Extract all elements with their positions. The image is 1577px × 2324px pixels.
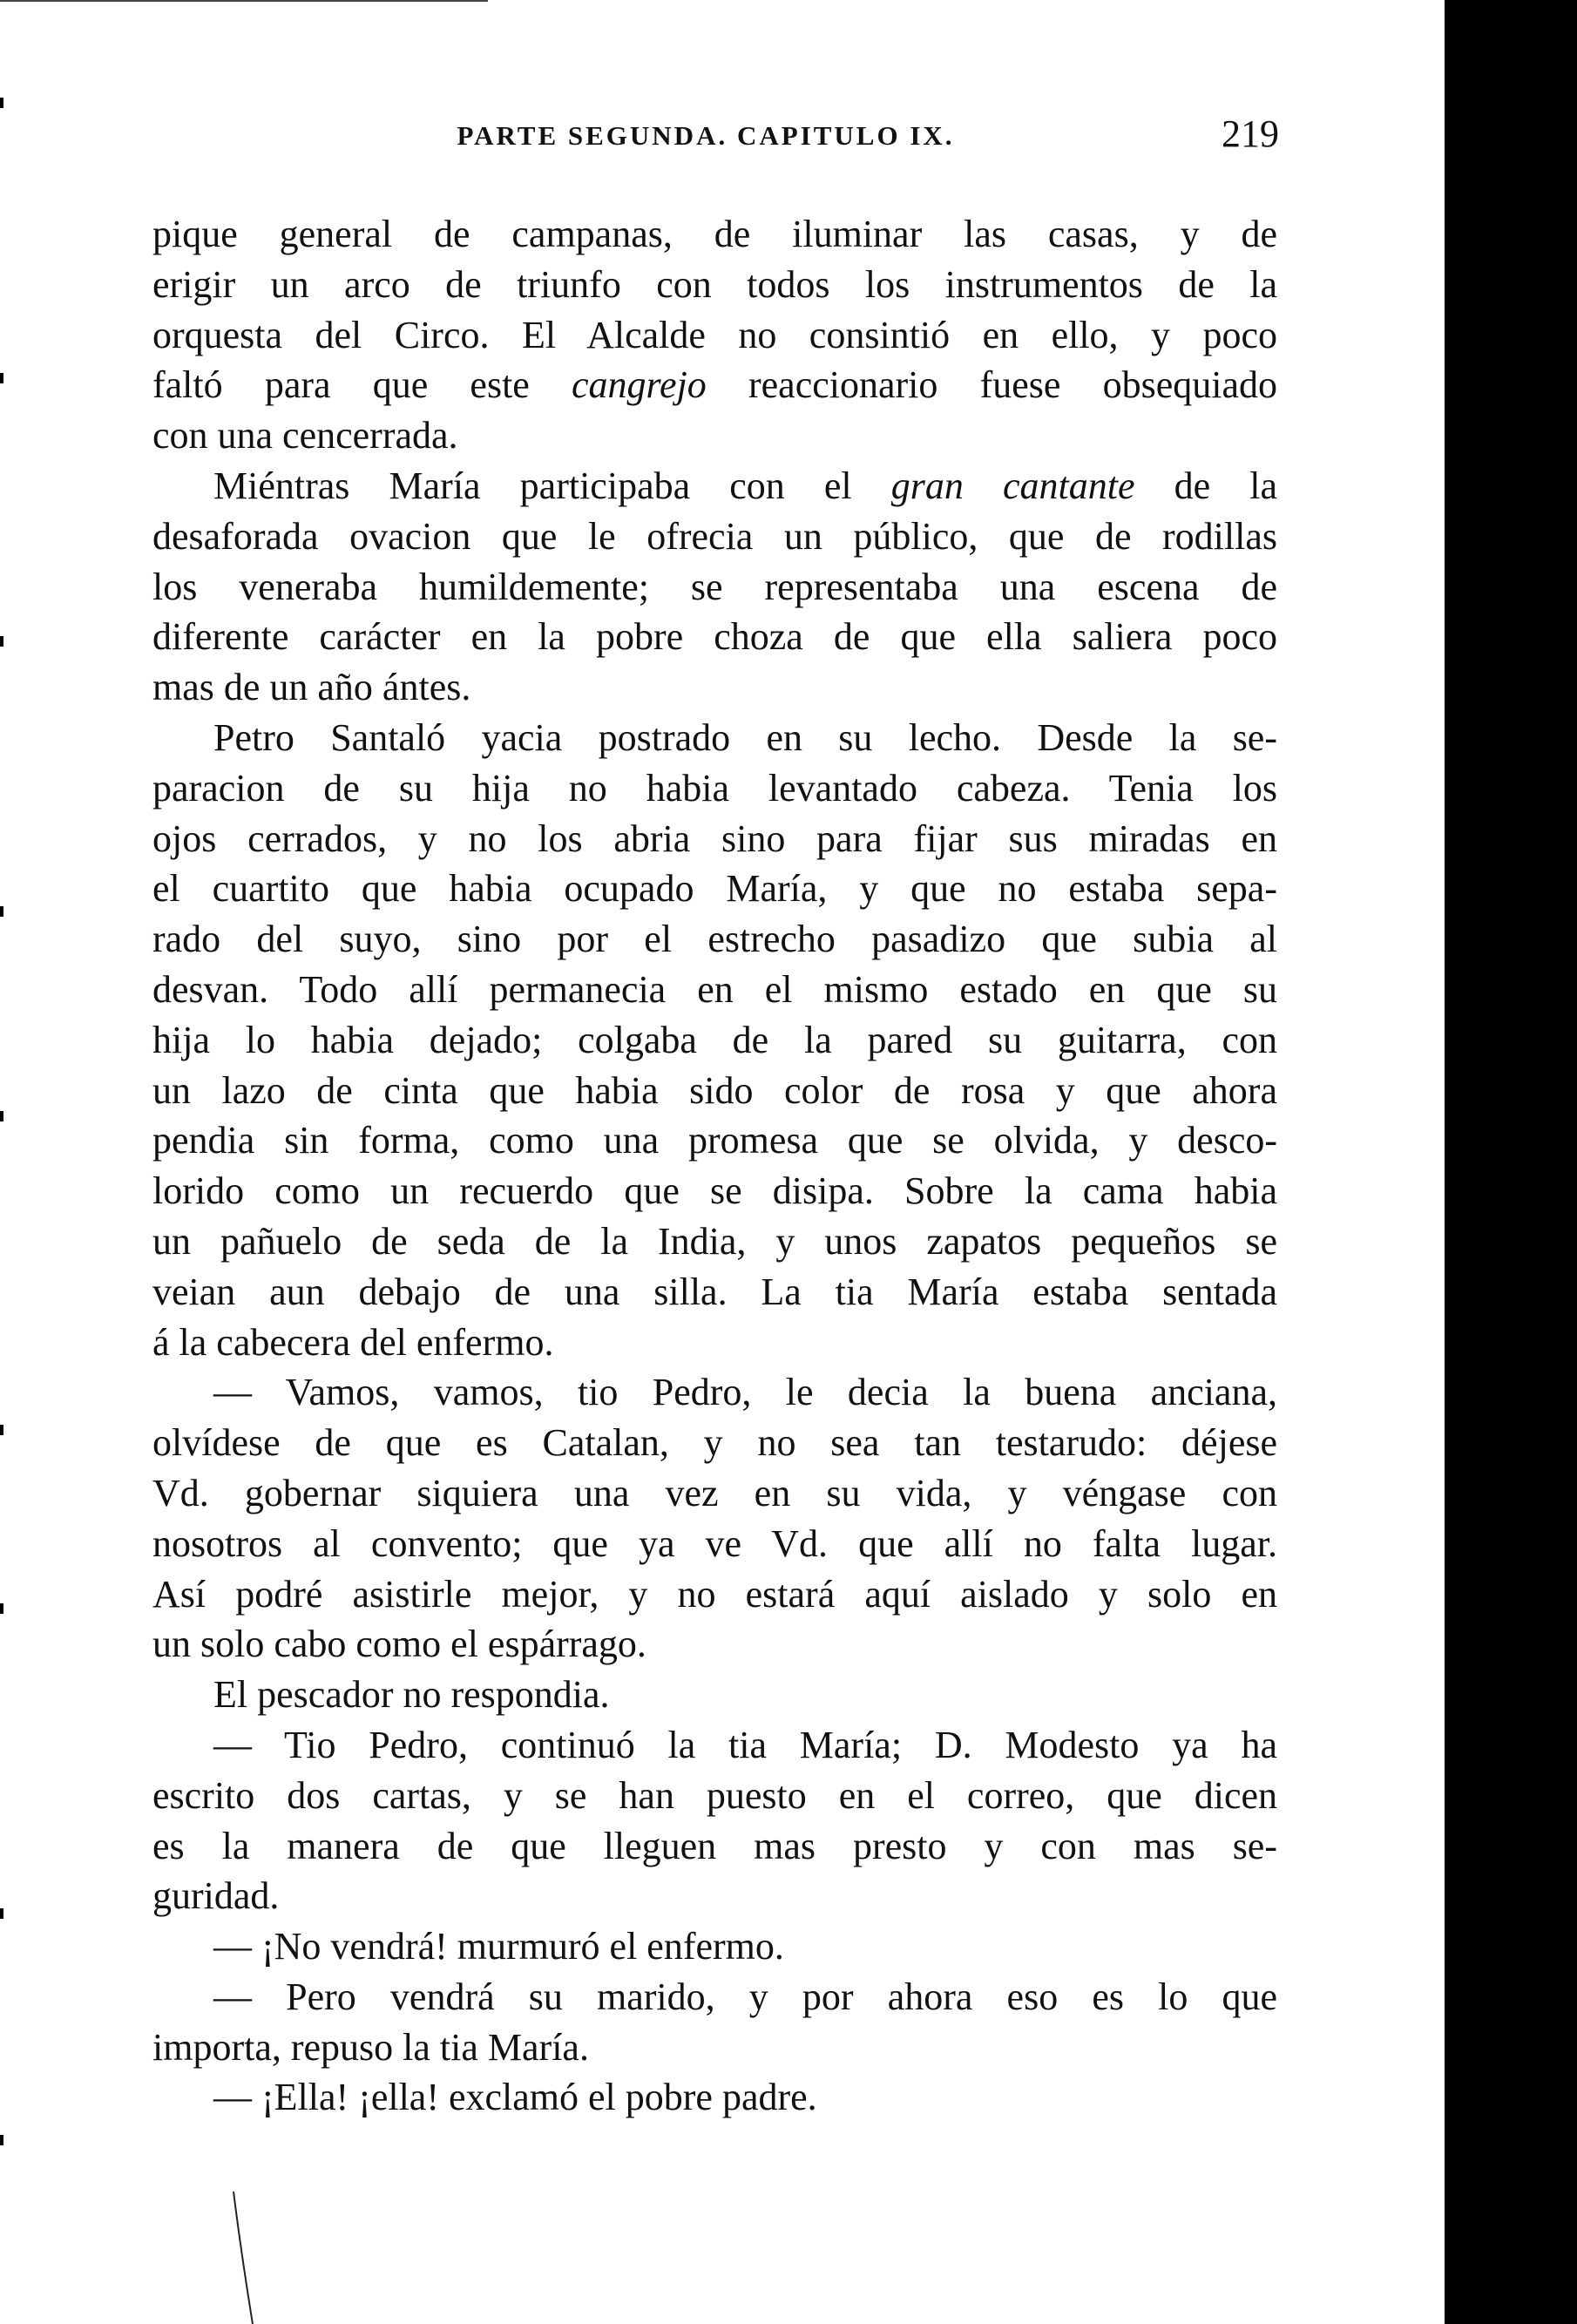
left-edge-mark	[0, 906, 3, 917]
text-line	[152, 512, 1277, 562]
text-segment: pique general de campanas, de iluminar las casas, y de	[152, 213, 1277, 255]
text-line	[152, 914, 1277, 965]
text-segment: diferente carácter en la pobre choza de que ella saliera poco	[152, 615, 1277, 659]
text-segment: hija lo habia dejado; colgaba de la pared su guitarra, con	[152, 1018, 1277, 1061]
text-segment: reaccionario fuese obsequiado	[706, 363, 1278, 407]
text-line	[152, 1066, 1277, 1116]
text-segment: desvan. Todo allí permanecia en el mismo estado en que su	[152, 967, 1277, 1011]
text-segment: — Pero vendrá su marido, y por ahora eso es lo que	[213, 1975, 1277, 2018]
text-segment: rado del suyo, sino por el estrecho pasadizo que subia al	[152, 918, 1277, 961]
text-line	[152, 360, 1277, 410]
text-segment: — Vamos, vamos, tio Pedro, le decia la buena anciana,	[213, 1371, 1277, 1414]
page-number: 219	[1222, 112, 1279, 155]
text-segment: faltó para que este	[152, 363, 572, 407]
text-line	[152, 612, 1277, 662]
bottom-pencil-stroke	[234, 2192, 253, 2324]
text-line	[152, 1921, 1277, 1972]
text-segment: Miéntras María participaba con el	[213, 464, 891, 507]
text-line	[152, 1670, 1277, 1720]
text-line	[152, 713, 1277, 763]
text-line	[152, 562, 1277, 613]
text-segment: pendia sin forma, como una promesa que se olvida, y desco-	[152, 1119, 1277, 1162]
text-segment: el cuartito que habia ocupado María, y que no estaba sepa-	[152, 867, 1277, 911]
body-text	[152, 209, 1277, 2123]
text-line	[152, 1871, 1277, 1921]
text-line	[152, 209, 1277, 260]
text-segment: — ¡No vendrá! murmuró el enfermo.	[213, 1925, 784, 1968]
text-line	[152, 662, 1277, 713]
text-segment: de la	[1134, 464, 1277, 507]
text-segment: Petro Santaló yacia postrado en su lecho. Desde la se-	[213, 715, 1277, 759]
text-segment: Así podré asistirle mejor, y no estará aquí aislado y solo en	[152, 1572, 1277, 1616]
text-segment: erigir un arco de triunfo con todos los instrumentos de la	[152, 262, 1277, 306]
scan-border-right	[1445, 0, 1577, 2324]
text-line	[152, 1418, 1277, 1468]
text-line	[152, 1115, 1277, 1166]
left-edge-mark	[0, 1603, 3, 1614]
text-segment: con una cencerrada.	[152, 414, 458, 457]
text-line	[152, 1519, 1277, 1569]
text-line	[152, 1569, 1277, 1620]
text-segment: un pañuelo de seda de la India, y unos zapatos pequeños se	[152, 1219, 1277, 1263]
text-segment: escrito dos cartas, y se han puesto en el correo, que dicen	[152, 1773, 1277, 1817]
italic-phrase: cangrejo	[572, 363, 707, 407]
text-segment: veian aun debajo de una silla. La tia María estaba sentada	[152, 1270, 1277, 1313]
text-segment: desaforada ovacion que le ofrecia un público, que de rodillas	[152, 514, 1277, 558]
text-line	[152, 1720, 1277, 1771]
text-line	[152, 1619, 1277, 1670]
text-line	[152, 1821, 1277, 1872]
text-line	[152, 1367, 1277, 1418]
text-segment: olvídese de que es Catalan, y no sea tan testarudo: déjese	[152, 1421, 1277, 1465]
text-line	[152, 310, 1277, 361]
text-line	[152, 864, 1277, 914]
text-line	[152, 1468, 1277, 1519]
text-segment: los veneraba humildemente; se representaba una escena de	[152, 565, 1277, 608]
text-segment: nosotros al convento; que ya ve Vd. que allí no falta lugar.	[152, 1521, 1277, 1565]
text-line	[152, 1771, 1277, 1821]
text-line	[152, 2022, 1277, 2073]
left-edge-mark	[0, 636, 3, 647]
text-line	[152, 260, 1277, 310]
text-line	[152, 1318, 1277, 1368]
left-edge-mark	[0, 2135, 3, 2145]
text-line	[152, 814, 1277, 864]
text-segment: paracion de su hija no habia levantado cabeza. Tenia los	[152, 766, 1277, 810]
text-line	[152, 1015, 1277, 1066]
text-line	[152, 763, 1277, 814]
left-edge-mark	[0, 1425, 3, 1435]
text-segment: orquesta del Circo. El Alcalde no consintió en ello, y poco	[152, 313, 1277, 356]
text-segment: lorido como un recuerdo que se disipa. Sobre la cama habia	[152, 1169, 1277, 1213]
text-segment: — ¡Ella! ¡ella! exclamó el pobre padre.	[213, 2076, 817, 2119]
running-head: PARTE SEGUNDA. CAPITULO IX.	[457, 120, 955, 151]
text-segment: — Tio Pedro, continuó la tia María; D. Modesto ya ha	[213, 1723, 1277, 1766]
text-segment: un solo cabo como el espárrago.	[152, 1623, 646, 1666]
italic-phrase: gran cantante	[890, 464, 1135, 507]
text-segment: es la manera de que lleguen mas presto y con mas se-	[152, 1824, 1277, 1867]
text-segment: guridad.	[152, 1874, 280, 1918]
left-edge-mark	[0, 1111, 3, 1121]
text-line	[152, 1216, 1277, 1267]
left-edge-mark	[0, 1908, 3, 1919]
text-line	[152, 1267, 1277, 1318]
text-line	[152, 461, 1277, 512]
text-line	[152, 410, 1277, 461]
text-line	[152, 2072, 1277, 2123]
text-line	[152, 1166, 1277, 1216]
text-line	[152, 1972, 1277, 2022]
left-edge-mark	[0, 373, 3, 383]
text-line	[152, 965, 1277, 1015]
text-segment: ojos cerrados, y no los abria sino para fijar sus miradas en	[152, 816, 1277, 860]
text-segment: mas de un año ántes.	[152, 666, 471, 709]
left-edge-mark	[0, 98, 3, 108]
text-segment: á la cabecera del enfermo.	[152, 1320, 554, 1364]
text-segment: El pescador no respondia.	[213, 1673, 610, 1717]
text-segment: un lazo de cinta que habia sido color de rosa y que ahora	[152, 1068, 1277, 1112]
text-segment: Vd. gobernar siquiera una vez en su vida, y véngase con	[152, 1471, 1277, 1514]
text-segment: importa, repuso la tia María.	[152, 2025, 589, 2069]
